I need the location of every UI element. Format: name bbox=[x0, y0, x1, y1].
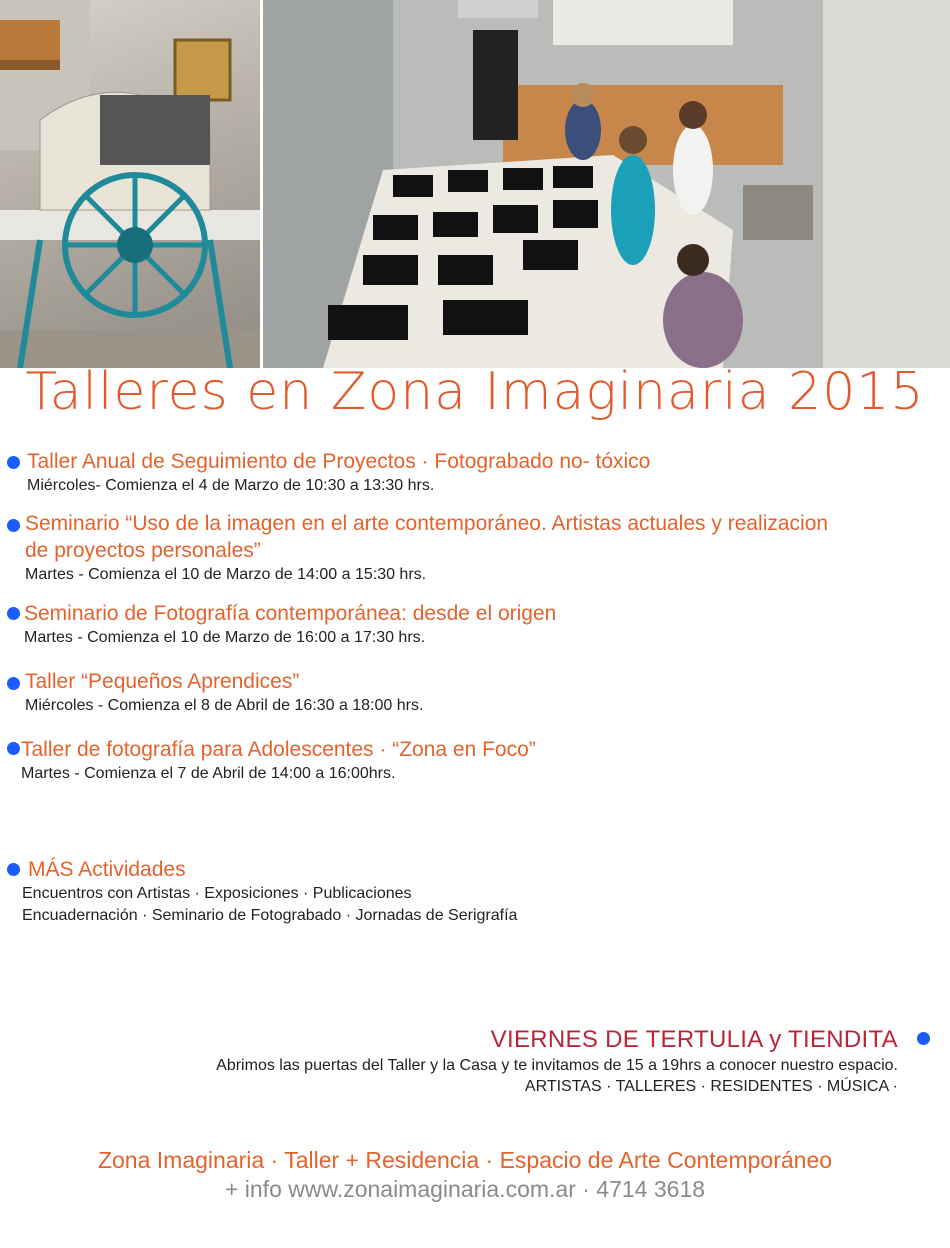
workshop-schedule: Martes - Comienza el 10 de Marzo de 16:00 a 17:30 hrs. bbox=[24, 629, 426, 646]
workshop-title: Taller Anual de Seguimiento de Proyectos · Fotograbado no- tóxico bbox=[27, 450, 651, 473]
workshop-schedule: Martes - Comienza el 7 de Abril de 14:00 a 16:00hrs. bbox=[21, 765, 396, 782]
bullet-dot-icon bbox=[7, 456, 20, 469]
more-activities bbox=[7, 856, 517, 927]
bullet-dot-icon bbox=[7, 607, 20, 620]
workshop-schedule: Miércoles - Comienza el 8 de Abril de 16:30 a 18:00 hrs. bbox=[25, 697, 424, 714]
workshop-title-line-2: de proyectos personales” bbox=[25, 539, 261, 562]
photo-printing-press bbox=[0, 0, 260, 368]
workshop-item-1 bbox=[7, 448, 650, 497]
workshop-item-3 bbox=[7, 600, 556, 649]
tertulia-title: VIERNES DE TERTULIA y TIENDITA bbox=[490, 1026, 898, 1053]
tertulia-section bbox=[216, 1025, 898, 1097]
workshop-schedule: Miércoles- Comienza el 4 de Marzo de 10:30 a 13:30 hrs. bbox=[27, 477, 435, 494]
workshop-schedule: Martes - Comienza el 10 de Marzo de 14:00 a 15:30 hrs. bbox=[25, 566, 427, 583]
workshop-title: Taller de fotografía para Adolescentes · “Zona en Foco” bbox=[21, 738, 536, 761]
page-title: Talleres en Zona Imaginaria 2015 bbox=[25, 362, 925, 422]
more-activities-title: MÁS Actividades bbox=[28, 858, 186, 881]
workshop-title-line-1: Seminario “Uso de la imagen en el arte contemporáneo. Artistas actuales y realizacion bbox=[25, 512, 829, 535]
bullet-dot-icon bbox=[7, 742, 20, 755]
more-activities-line-2: Encuadernación · Seminario de Fotograbado · Jornadas de Serigrafía bbox=[22, 907, 518, 924]
footer-contact: + info www.zonaimaginaria.com.ar · 4714 3618 bbox=[224, 1176, 706, 1202]
tertulia-invitation: Abrimos las puertas del Taller y la Casa y te invitamos de 15 a 19hrs a conocer nuestro espacio. bbox=[216, 1057, 898, 1074]
workshop-title: Seminario de Fotografía contemporánea: desde el origen bbox=[24, 602, 557, 625]
footer-organization: Zona Imaginaria · Taller + Residencia · Espacio de Arte Contemporáneo bbox=[97, 1147, 833, 1173]
workshop-item-2 bbox=[7, 510, 828, 586]
photo-studio-table bbox=[263, 0, 950, 368]
tertulia-categories: ARTISTAS · TALLERES · RESIDENTES · MÚSICA · bbox=[524, 1078, 898, 1095]
bullet-dot-icon bbox=[917, 1032, 930, 1045]
bullet-dot-icon bbox=[7, 519, 20, 532]
header-photos bbox=[0, 0, 950, 368]
bullet-dot-icon bbox=[7, 863, 20, 876]
more-activities-line-1: Encuentros con Artistas · Exposiciones · Publicaciones bbox=[22, 885, 412, 902]
bullet-dot-icon bbox=[7, 677, 20, 690]
workshop-item-4 bbox=[7, 668, 423, 717]
workshop-item-5 bbox=[7, 736, 536, 785]
workshop-title: Taller “Pequeños Aprendices” bbox=[25, 670, 300, 693]
